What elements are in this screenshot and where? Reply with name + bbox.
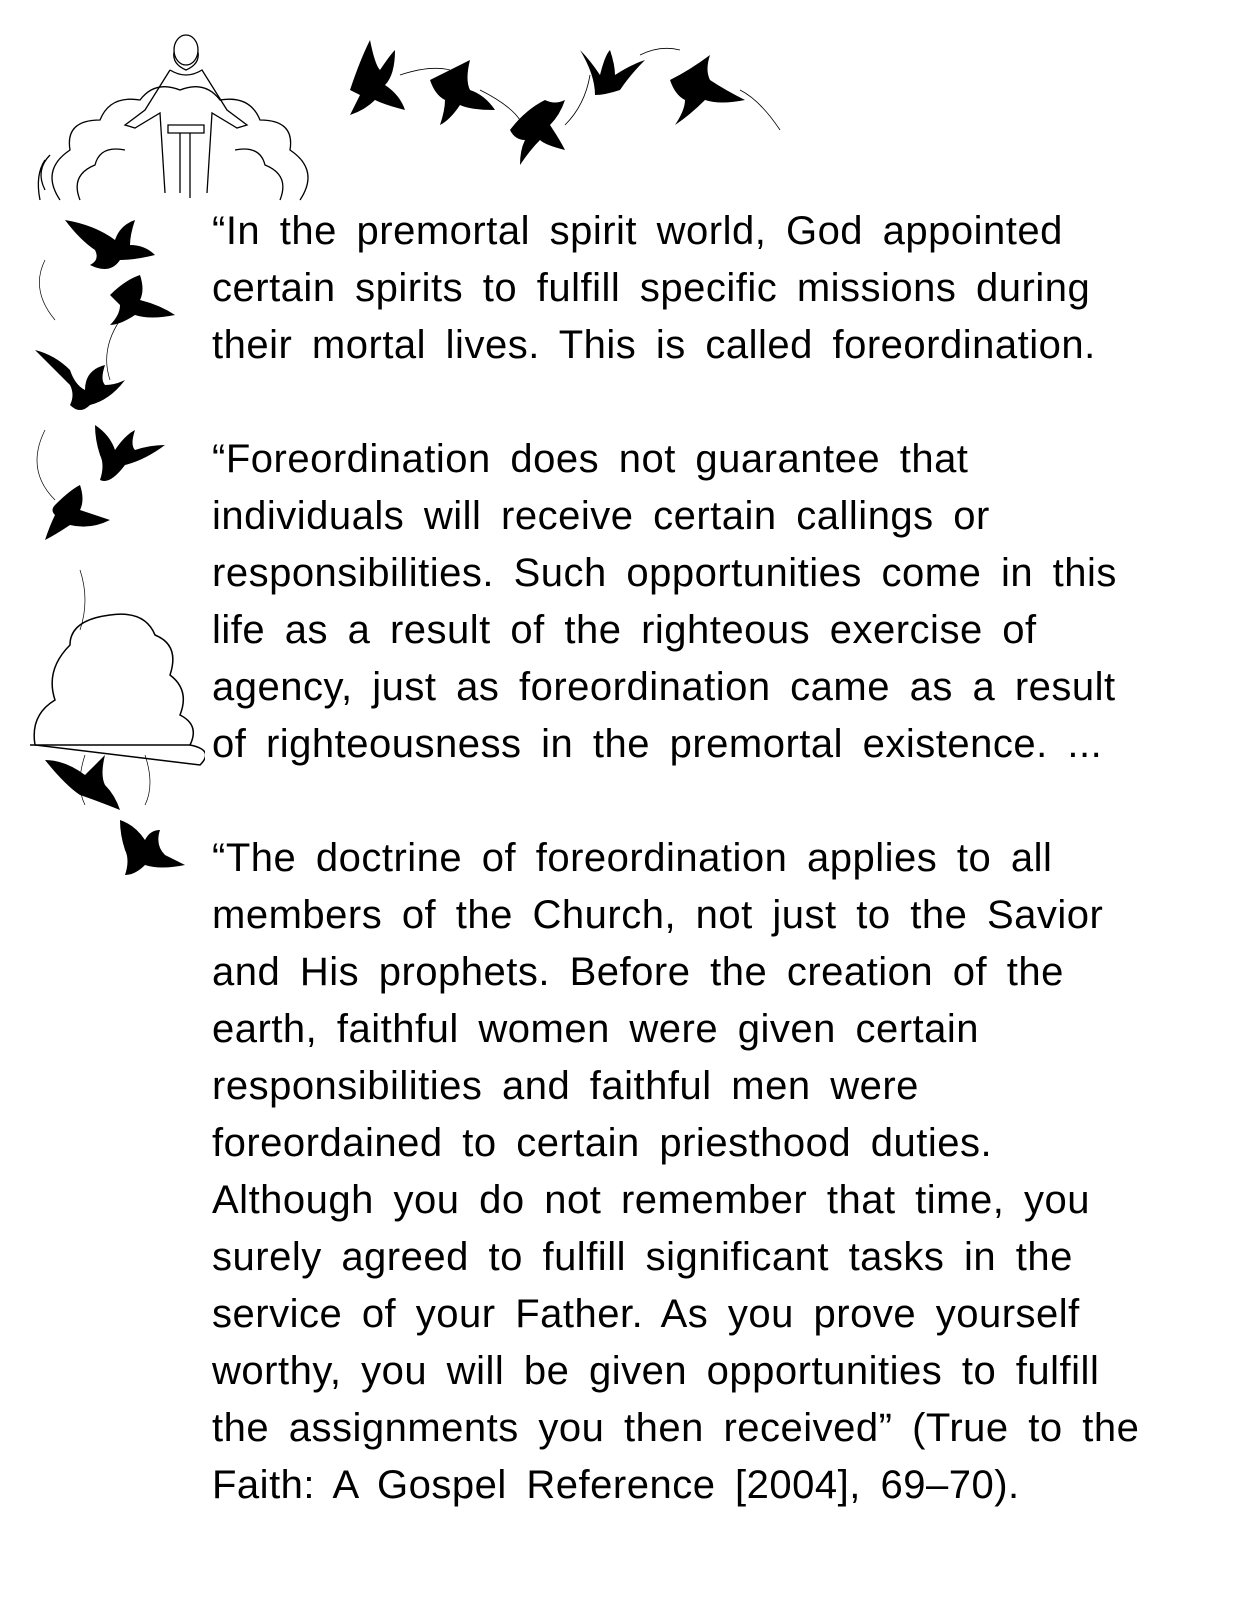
text-line: earth, faithful women were given certain: [212, 1007, 980, 1051]
text-line: “The doctrine of foreordination applies to all: [212, 836, 1053, 880]
text-line: responsibilities. Such opportunities come in this: [212, 551, 1117, 595]
text-line: and His prophets. Before the creation of the: [212, 950, 1064, 994]
text-line: individuals will receive certain callings or: [212, 494, 990, 538]
doves-top-illustration: [340, 30, 790, 170]
left-border-illustration: [25, 200, 205, 890]
text-line: life as a result of the righteous exercise of: [212, 608, 1037, 652]
text-line: worthy, you will be given opportunities to fulfill: [212, 1349, 1100, 1393]
text-line: certain spirits to fulfill specific missions during: [212, 266, 1091, 310]
text-line: Faith: A Gospel Reference [2004], 69–70).: [212, 1463, 1020, 1507]
text-line: responsibilities and faithful men were: [212, 1064, 919, 1108]
text-line: foreordained to certain priesthood duties.: [212, 1121, 993, 1165]
text-line: the assignments you then received” (True to the: [212, 1406, 1140, 1450]
text-line: their mortal lives. This is called foreordination.: [212, 323, 1096, 367]
text-line: “Foreordination does not guarantee that: [212, 437, 969, 481]
text-line: service of your Father. As you prove yourself: [212, 1292, 1080, 1336]
text-line: “In the premortal spirit world, God appointed: [212, 209, 1063, 253]
text-line: Although you do not remember that time, you: [212, 1178, 1090, 1222]
text-line: members of the Church, not just to the Savior: [212, 893, 1104, 937]
text-line: surely agreed to fulfill significant tasks in the: [212, 1235, 1073, 1279]
text-line: of righteousness in the premortal existence. ...: [212, 722, 1103, 766]
savior-in-clouds-illustration: [20, 30, 340, 205]
text-line: agency, just as foreordination came as a result: [212, 665, 1116, 709]
